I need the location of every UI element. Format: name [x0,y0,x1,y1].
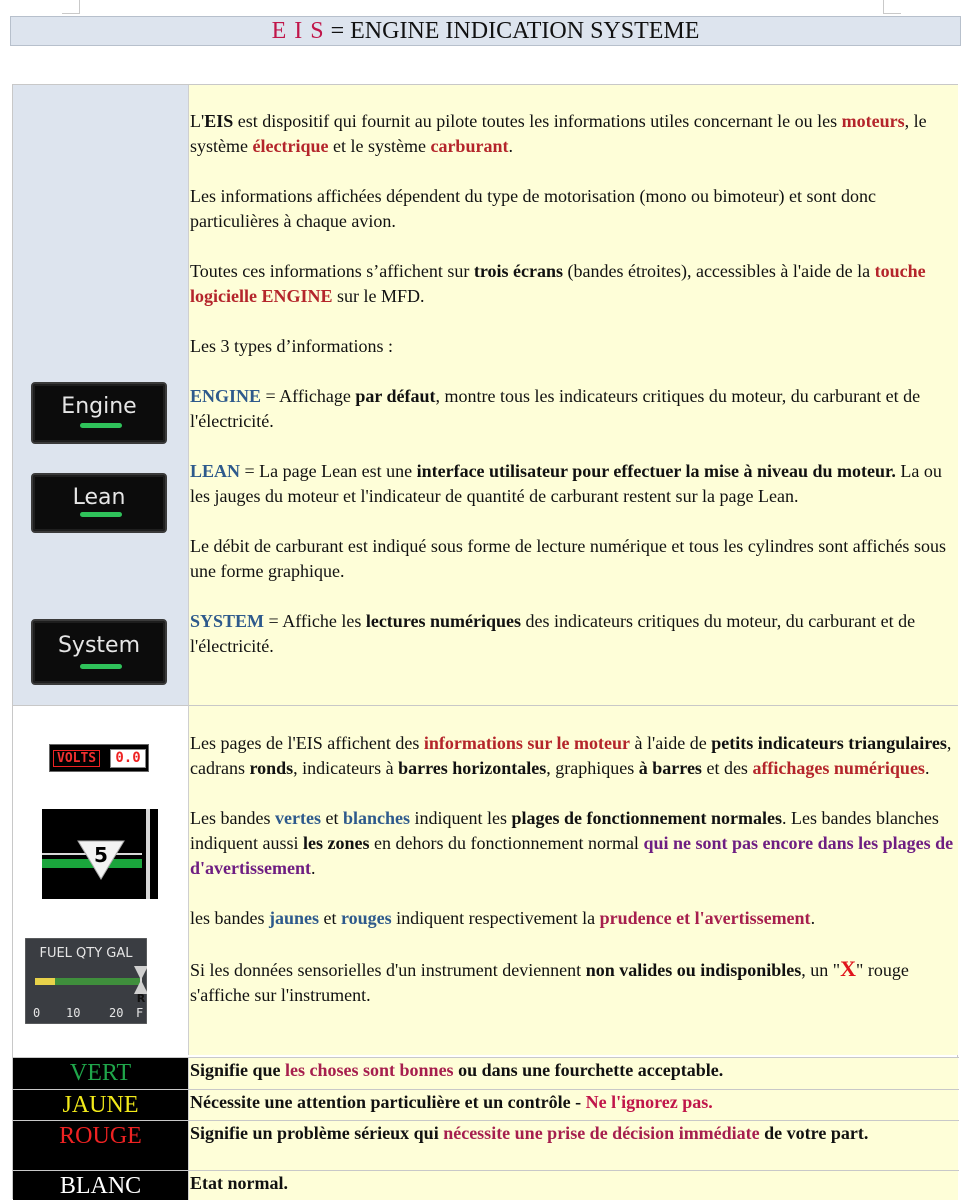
lean-paragraph: LEAN = La page Lean est une interface utilisateur pour effectuer la mise à niveau du moteur. La ou les jauges du moteur et l'indicateur de quantité de carburant restent sur la page Lean. [190,461,942,506]
legend-row-rouge [13,1120,959,1170]
fuel-qty-gauge [25,938,147,1024]
types-heading: Les 3 types d’informations : [190,336,393,356]
legend-color-blanc: BLANC [13,1171,188,1200]
fuel-yellow-band [35,978,55,985]
system-softkey [31,619,167,685]
legend-row-jaune [13,1089,959,1120]
system-paragraph: SYSTEM = Affiche les lectures numériques des indicateurs critiques du moteur, du carburant et de l'électricité. [190,611,916,656]
lean-softkey-indicator [80,512,122,517]
indicators-paragraph: Les pages de l'EIS affichent des informations sur le moteur à l'aide de petits indicateurs triangulaires, cadrans ronds, indicateurs à barres horizontales, graphiques à barres et des affichages numériques. [190,733,952,778]
bands-paragraph: Les bandes vertes et blanches indiquent les plages de fonctionnement normales. Les bandes blanches indiquent aussi les zones en dehors du fonctionnement normal qui ne sont pas encore dans les plages de d'avertissement. [190,808,954,878]
intro-paragraph: L'EIS est dispositif qui fournit au pilote toutes les informations utiles concernant le ou les moteurs, le système électrique et le système carburant. [190,111,927,156]
legend-text-jaune: Nécessite une attention particulière et un contrôle - Ne l'ignorez pas. [188,1090,958,1120]
invalid-data-paragraph: Si les données sensorielles d'un instrument deviennent non valides ou indisponibles, un "X" rouge s'affiche sur l'instrument. [190,956,909,1005]
screens-paragraph: Toutes ces informations s’affichent sur trois écrans (bandes étroites), accessibles à l'aide de la touche logicielle ENGINE sur le MFD. [190,261,926,306]
volts-value: 0.0 [110,749,146,768]
instrument-column [13,705,188,1055]
indicator-description [188,705,958,1055]
title-acronym: E I S [271,18,325,44]
fuel-tick-10: 10 [66,1006,81,1020]
motorisation-paragraph: Les informations affichées dépendent du type de motorisation (mono ou bimoteur) et sont donc particulières à chaque avion. [190,186,877,231]
lean-softkey [31,473,167,533]
legend-row-blanc [13,1170,959,1200]
legend-text-blanc: Etat normal. [188,1171,958,1200]
title-text: = ENGINE INDICATION SYSTEME [324,18,700,44]
triangle-indicator-gauge [42,809,158,899]
eis-description [188,85,958,705]
gauge-edge-line [146,809,150,899]
caution-paragraph: les bandes jaunes et rouges indiquent respectivement la prudence et l'avertissement. [190,908,816,928]
system-softkey-indicator [80,664,122,669]
fuel-flow-paragraph: Le débit de carburant est indiqué sous forme de lecture numérique et tous les cylindres sont affichés sous une forme graphique. [190,536,946,581]
fuel-tick-20: 20 [109,1006,124,1020]
red-x-mark: X [840,956,857,981]
page-corner-mark-left [62,0,80,14]
fuel-gauge-title: FUEL QTY GAL [39,946,133,961]
legend-color-vert: VERT [13,1058,188,1089]
fuel-green-band [55,978,141,985]
engine-softkey-label: Engine [61,394,137,419]
content-table [12,84,958,1199]
legend-color-jaune: JAUNE [13,1090,188,1120]
triangle-value: 5 [94,843,108,867]
engine-paragraph: ENGINE = Affichage par défaut, montre tous les indicateurs critiques du moteur, du carburant et de l'électricité. [190,386,921,431]
engine-softkey [31,382,167,444]
engine-softkey-indicator [80,423,122,428]
system-softkey-label: System [57,633,141,658]
legend-text-rouge: Signifie un problème sérieux qui nécessite une prise de décision immédiate de votre part. [188,1121,958,1170]
page-corner-mark-right [883,0,901,14]
legend-text-vert: Signifie que les choses sont bonnes ou dans une fourchette acceptable. [188,1058,958,1089]
fuel-pointer-label: R [136,992,146,1005]
fuel-tick-f: F [136,1006,144,1020]
softkey-column [13,85,188,705]
volts-readout [49,744,149,772]
volts-label: VOLTS [53,750,100,767]
legend-color-rouge: ROUGE [13,1121,188,1170]
lean-softkey-label: Lean [72,485,126,510]
fuel-tick-0: 0 [33,1006,41,1020]
page-title [10,16,961,46]
legend-row-vert [13,1057,959,1089]
